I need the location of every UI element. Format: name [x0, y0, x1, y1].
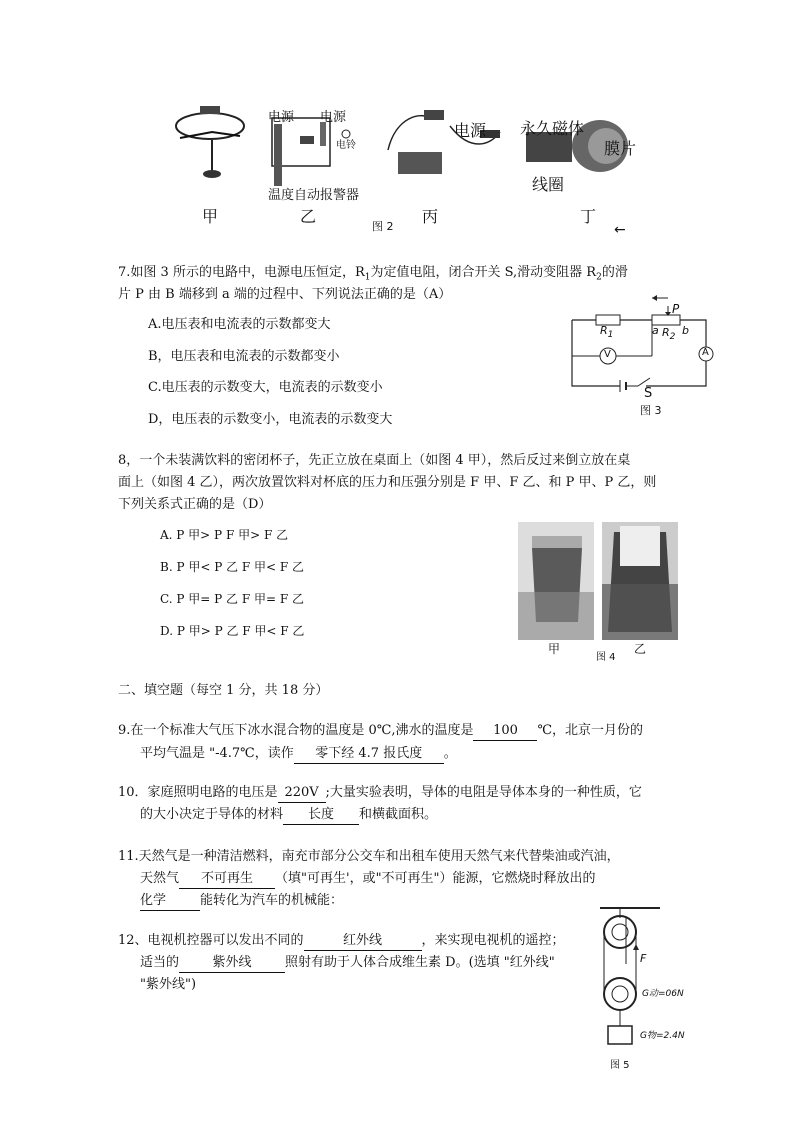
- q9-part2: ℃，北京一月份的: [537, 723, 644, 738]
- q12-part4: 照射有助于人体合成维生素 D。(选填 "红外线": [285, 955, 555, 970]
- fig2-caption: 图 2: [372, 220, 394, 233]
- q12-line2: [140, 952, 555, 974]
- q9-line1: [118, 720, 643, 742]
- q7-stem-line2: 片 P 由 B 端移到 a 端的过程中、下列说法正确的是（A）: [118, 287, 452, 302]
- q10-part4: 和横截面积。: [359, 807, 438, 822]
- fig3-b: b: [682, 324, 689, 337]
- fig2-bing-power: 电源: [454, 121, 487, 140]
- q7-option-d: D，电压表的示数变小，电流表的示数变大: [148, 412, 393, 427]
- q8-stem-line1: 8，一个未装满饮料的密闭杯子，先正立放在桌面上（如图 4 甲），然后反过来倒立放在桌: [118, 453, 631, 468]
- fig2-label-yi: 乙: [300, 207, 317, 226]
- q11-answer2: 化学: [140, 892, 200, 911]
- q9-line2: [140, 743, 457, 765]
- fig3-r2-sub: 2: [669, 332, 676, 343]
- fig3-ammeter: A: [702, 347, 709, 358]
- figure-2: [160, 92, 640, 242]
- fig2-label-jia: 甲: [202, 207, 219, 226]
- q7-r1-sub: 1: [364, 272, 371, 283]
- q12-line3: "紫外线"): [140, 977, 197, 992]
- q8-option-a: A. P 甲> P F 甲> F 乙: [160, 528, 289, 542]
- fig3-r1: [600, 324, 613, 340]
- fig5-g-pulley: G动=06N: [642, 989, 684, 999]
- fig2-yi-power1: 电源: [268, 110, 295, 125]
- q9-answer2: 零下经 4.7 报氏度: [294, 745, 444, 764]
- q9-part4: 。: [443, 746, 457, 761]
- q10-answer2: 长度: [283, 806, 359, 825]
- q10-answer1: 220V: [278, 784, 326, 803]
- q9-part3: 平均气温是 "-4.7℃，读作: [140, 746, 294, 761]
- q8-stem-line3: 下列关系式正确的是（D）: [118, 497, 272, 512]
- fig4-caption: 图 4: [596, 652, 616, 663]
- q10-part2: ;大量实验表明，导体的电阻是导体本身的一种性质，它: [325, 785, 642, 800]
- q7-option-c: C.电压表的示数变大，电流表的示数变小: [148, 380, 383, 395]
- fig3-v: V: [604, 349, 611, 360]
- fig3-s: S: [644, 386, 653, 401]
- q11-line3: [140, 890, 343, 912]
- q8-option-c: C. P 甲= P 乙 F 甲= F 乙: [160, 592, 304, 606]
- q11-line2: [140, 868, 596, 890]
- q10-line2: [140, 804, 437, 826]
- figure-4-photos: [518, 522, 680, 642]
- fig2-label-ding: 丁: [580, 207, 597, 226]
- fig2-ding-coil: 线圈: [532, 175, 565, 194]
- fig2-label-bing: 丙: [422, 207, 439, 226]
- q11-line1: 11.天然气是一种清洁燃料，南充市部分公交车和出租车使用天然气来代替柴油或汽油，: [118, 849, 620, 864]
- fig2-yi-power2: 电源: [320, 110, 347, 125]
- fig3-p: P: [672, 302, 680, 316]
- q12-part2: ，来实现电视机的遥控；: [421, 933, 565, 948]
- fig2-ding-membrane: 膜片: [604, 139, 637, 158]
- q7-stem-b: 为定值电阻，闭合开关 S,滑动变阻器 R: [370, 265, 597, 280]
- q9-part1: 9.在一个标准大气压下冰水混合物的温度是 0℃,沸水的温度是: [118, 723, 474, 738]
- figure-3-circuit: [560, 290, 720, 420]
- fig3-r1-letter: R: [600, 324, 608, 337]
- figure-4: [518, 522, 680, 662]
- q9-answer1: 100: [473, 722, 537, 741]
- q12-part3: 适当的: [140, 955, 180, 970]
- q7-stem-c: 的滑: [601, 265, 628, 280]
- fig3-a: a: [652, 324, 659, 337]
- q11-part3: 能转化为汽车的机械能：: [200, 893, 344, 908]
- q8-stem-line2: 面上（如图 4 乙），两次放置饮料对杯底的压力和压强分别是 F 甲、F 乙、和 P 甲、P 乙，则: [118, 475, 657, 490]
- q7-option-b: B，电压表和电流表的示数都变小: [148, 349, 340, 364]
- q11-part2: （填"可再生'，或"不可再生"）能源，它燃烧时释放出的: [275, 871, 596, 886]
- q8-option-b: B. P 甲< P 乙 F 甲< F 乙: [160, 560, 305, 574]
- fig4-label-yi: 乙: [634, 642, 647, 656]
- q10-line1: [118, 782, 642, 804]
- q12-answer2: 紫外线: [179, 954, 285, 973]
- fig5-g-object: G物=2.4N: [640, 1031, 685, 1041]
- q11-answer1: 不可再生: [179, 870, 275, 889]
- fig2-ding-magnet: 永久磁体: [520, 119, 585, 138]
- fig2-arrow: ←: [614, 222, 626, 238]
- fig2-yi-bell: 电铃: [336, 140, 356, 151]
- figure-2-drawing: [160, 92, 640, 242]
- figure-5: [596, 904, 726, 1074]
- q7-option-a: A.电压表和电流表的示数都变大: [148, 317, 331, 332]
- q10-part1: 10．家庭照明电路的电压是: [118, 785, 278, 800]
- q11-part1: 天然气: [140, 871, 180, 886]
- q12-answer1: 红外线: [304, 932, 422, 951]
- fig5-force: F: [640, 952, 647, 965]
- q7-stem-a: 7.如图 3 所示的电路中，电源电压恒定，R: [118, 265, 365, 280]
- fig4-label-jia: 甲: [548, 642, 561, 656]
- figure-3: [560, 290, 720, 420]
- q12-part1: 12、电视机控器可以发出不同的: [118, 933, 304, 948]
- fig3-caption: 图 3: [640, 404, 662, 417]
- q7-r2-sub: 2: [596, 272, 602, 283]
- section2-heading: 二、填空题（每空 1 分，共 18 分）: [118, 683, 329, 698]
- fig3-r2: [662, 326, 675, 342]
- q8-option-d: D. P 甲> P 乙 F 甲< F 乙: [160, 624, 305, 638]
- q12-line1: [118, 930, 565, 952]
- fig3-r1-sub: 1: [607, 330, 614, 341]
- fig3-r2-letter: R: [662, 326, 670, 339]
- fig2-yi-alarm: 温度自动报警器: [268, 188, 360, 203]
- q10-part3: 的大小决定于导体的材料: [140, 807, 284, 822]
- fig5-caption: 图 5: [610, 1060, 630, 1071]
